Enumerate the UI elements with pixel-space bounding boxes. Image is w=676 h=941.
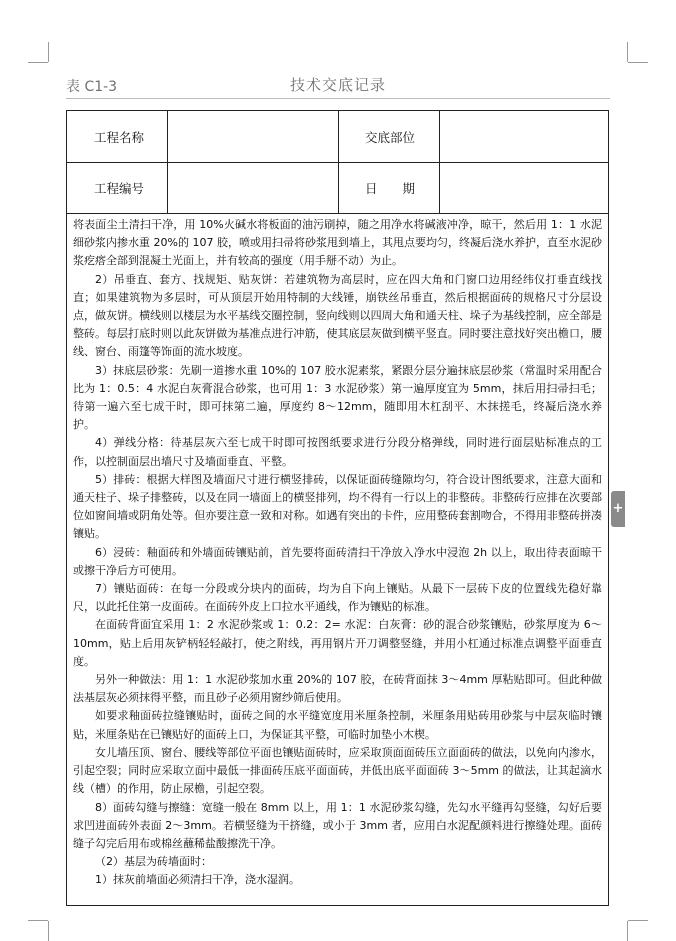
- content-paragraph: 5）排砖：根据大样图及墙面尺寸进行横竖排砖，以保证面砖缝隙均匀，符合设计图纸要求，注意大面和通天柱子、垛子排整砖，以及在同一墙面上的横竖排列，均不得有一行以上的非整砖。非整砖行应排在次要部位如窗间墙或阴角处等。但亦要注意一致和对称。如遇有突出的卡件，应用整砖套割吻合，不得用非整砖拼凑镶贴。: [73, 472, 602, 541]
- location-label: 交底部位: [365, 130, 416, 145]
- row-divider: [67, 162, 608, 163]
- crop-mark-bottom-left-h: [28, 920, 48, 921]
- content-paragraph: 如要求釉面砖拉缝镶贴时，面砖之间的水平缝宽度用米厘条控制，米厘条用贴砖用砂浆与中层灰临时镶贴，米厘条贴在已镶贴好的面砖上口，为保证其平整，可临时加垫小木楔。: [73, 709, 602, 741]
- content-paragraph: 2）吊垂直、套方、找规矩、贴灰饼：若建筑物为高层时，应在四大角和门窗口边用经纬仪打垂直线找直；如果建筑物为多层时，可从顶层开始用特制的大线锤，崩铁丝吊垂直，然后根据面砖的规格尺寸分层设点，做灰饼。横线则以楼层为水平基线交圈控制，竖向线则以四周大角和通天柱、垛子为基线控制，应全部是整砖。每层打底时则以此灰饼做为基准点进行冲筋，使其底层灰做到横平竖直。同时要注意找好突出檐口，腰线、窗台、雨篷等饰面的流水坡度。: [73, 272, 602, 359]
- content-paragraph: 另外一种做法：用 1：1 水泥砂浆加水重 20%的 107 胶，在砖背面抹 3～4mm 厚粘贴即可。但此种做法基层灰必须抹得平整，而且砂子必须用窗纱筛后使用。: [73, 673, 602, 705]
- content-paragraph: 1）抹灰前墙面必须清扫干净，浇水湿润。: [95, 873, 300, 887]
- crop-mark-top-left-h: [28, 62, 48, 63]
- crop-mark-bottom-left-v: [48, 921, 49, 941]
- date-label: 日 期: [365, 181, 416, 196]
- crop-mark-top-right-v: [627, 42, 628, 62]
- content-paragraph: （2）基层为砖墙面时：: [95, 855, 212, 869]
- content-paragraph: 在面砖背面宜采用 1：2 水泥砂浆或 1：0.2：2= 水泥：白灰膏：砂的混合砂浆镶贴，砂浆厚度为 6～10mm，贴上后用灰铲柄轻轻敲打，使之附线，再用钢片开刀调整竖缝，并用小杠通过标准点调整平面垂直度。: [73, 618, 602, 668]
- content-paragraph: 4）弹线分格：待基层灰六至七成干时即可按图纸要求进行分段分格弹线，同时进行面层贴标准点的工作，以控制面层出墙尺寸及墙面垂直、平整。: [73, 436, 602, 468]
- content-paragraph: 8）面砖勾缝与擦缝：宽缝一般在 8mm 以上，用 1：1 水泥砂浆勾缝，先勾水平缝再勾竖缝，勾好后要求凹进面砖外表面 2～3mm。若横竖缝为干挤缝，或小于 3mm 者，应用白水泥配颜料进行擦缝处理。面砖缝子勾完后用布或棉丝蘸稀盐酸擦洗干净。: [73, 800, 602, 850]
- content-paragraph: 女儿墙压顶、窗台、腰线等部位平面也镶贴面砖时，应采取顶面面砖压立面面砖的做法，以免向内渗水，引起空裂；同时应采取立面中最低一排面砖压底平面面砖，并低出底平面面砖 3～5mm 的做法，让其起滴水线（槽）的作用，防止尿檐，引起空裂。: [73, 745, 602, 796]
- page-header: [66, 74, 610, 98]
- header-rule: [66, 98, 610, 99]
- row-divider: [67, 213, 608, 214]
- expand-tab-button[interactable]: +: [611, 491, 625, 527]
- project-name-label: 工程名称: [94, 130, 145, 145]
- crop-mark-top-right-h: [628, 62, 648, 63]
- document-title: 技术交底记录: [289, 76, 386, 94]
- content-paragraph: 将表面尘土清扫干净，用 10%火碱水将板面的油污刷掉，随之用净水将碱液冲净，晾干，然后用 1：1 水泥细砂浆内掺水重 20%的 107 胶，喷或用扫帚将砂浆甩到墙上，其甩点要均匀，终凝后浇水养护，直至水泥砂浆疙瘩全部到混凝土光面上，并有较高的强度（用手掰不动）为止。: [73, 218, 602, 268]
- content-paragraph: 7）镶贴面砖：在每一分段或分块内的面砖，均为自下向上镶贴。从最下一层砖下皮的位置线先稳好靠尺，以此托住第一皮面砖。在面砖外皮上口拉水平通线，作为镶贴的标准。: [73, 582, 602, 614]
- form-code: 表 C1-3: [66, 79, 118, 95]
- project-number-label: 工程编号: [94, 181, 145, 196]
- content-paragraph: 6）浸砖：釉面砖和外墙面砖镶贴前，首先要将面砖清扫干净放入净水中浸泡 2h 以上，取出待表面晾干或擦干净后方可使用。: [73, 545, 602, 577]
- crop-mark-bottom-right-h: [628, 920, 648, 921]
- crop-mark-bottom-right-v: [627, 921, 628, 941]
- crop-mark-top-left-v: [48, 42, 49, 62]
- disclosure-content: [73, 216, 602, 890]
- content-paragraph: 3）抹底层砂浆：先刷一道掺水重 10%的 107 胶水泥素浆，紧跟分层分遍抹底层砂浆（常温时采用配合比为 1：0.5：4 水泥白灰膏混合砂浆，也可用 1：3 水泥砂浆）第一遍厚度宜为 5mm，抹后用扫帚扫毛；待第一遍六至七成干时，即可抹第二遍，厚度约 8～12mm，随即用木杠刮平、木抹搓毛，终凝后浇水养护。: [73, 363, 602, 432]
- disclosure-form-table: [66, 110, 609, 906]
